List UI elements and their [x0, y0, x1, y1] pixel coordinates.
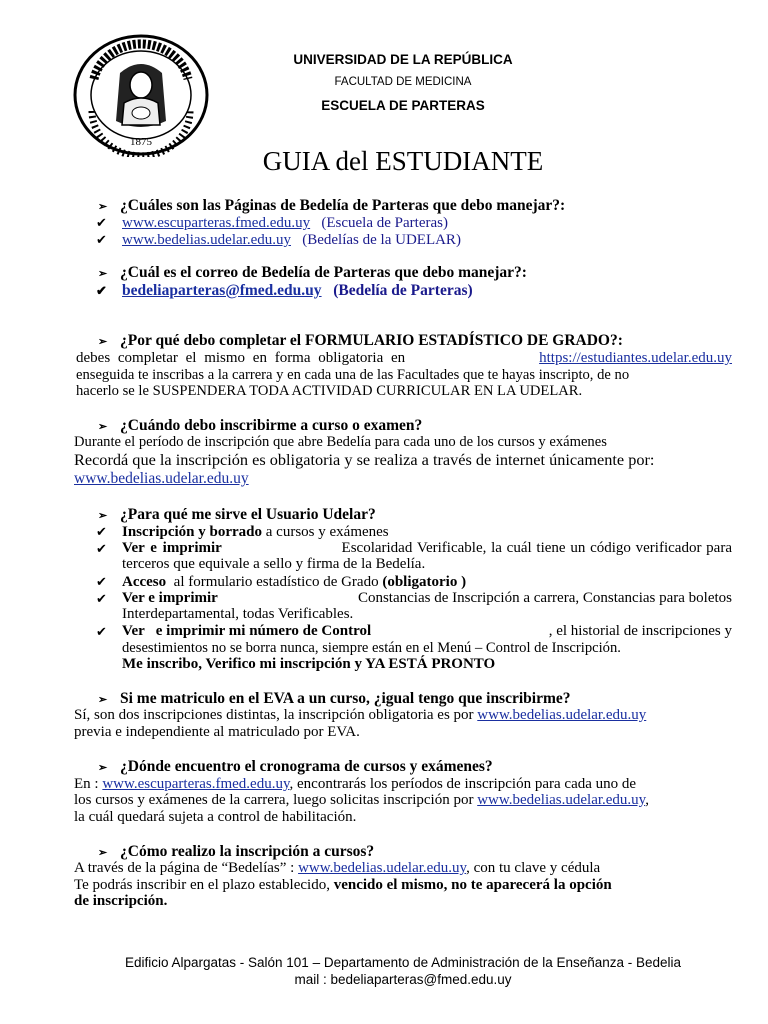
check-bullet-icon: ✔: [96, 232, 107, 247]
link-bedelias[interactable]: www.bedelias.udelar.edu.uy: [74, 470, 249, 487]
email-link[interactable]: bedeliaparteras@fmed.edu.uy: [122, 282, 322, 299]
svg-text:1875: 1875: [130, 136, 152, 148]
question-3: ➢ ¿Por qué debo completar el FORMULARIO ESTADÍSTICO DE GRADO?:: [98, 332, 623, 349]
page-title: GUIA del ESTUDIANTE: [262, 146, 544, 176]
link-escuparteras[interactable]: www.escuparteras.fmed.edu.uy: [102, 776, 290, 792]
paragraph-line: A través de la página de “Bedelías” : www.bedelias.udelar.edu.uy, con tu clave y cédula: [74, 860, 601, 876]
check-bullet-icon: ✔: [96, 624, 107, 639]
link-escuparteras[interactable]: www.escuparteras.fmed.edu.uy: [122, 215, 311, 231]
paragraph-line: de inscripción.: [74, 893, 168, 909]
link-bedelias[interactable]: www.bedelias.udelar.edu.uy: [477, 792, 646, 808]
question-1: ➢ ¿Cuáles son las Páginas de Bedelía de Parteras que debo manejar?:: [98, 197, 566, 214]
question-7: ➢ ¿Dónde encuentro el cronograma de cursos y exámenes?: [98, 758, 493, 775]
question-4: ➢ ¿Cuándo debo inscribirme a curso o examen?: [98, 417, 423, 434]
link-caption: (Bedelías de la UDELAR): [302, 232, 461, 248]
list-item: [96, 214, 448, 232]
check-bullet-icon: ✔: [96, 541, 107, 556]
link-bedelias[interactable]: www.bedelias.udelar.edu.uy: [477, 707, 647, 723]
link-estudiantes[interactable]: https://estudiantes.udelar.edu.uy: [539, 350, 732, 366]
arrow-bullet-icon: ➢: [98, 762, 108, 774]
paragraph-line: enseguida te inscribas a la carrera y en cada una de las Facultades que te hayas inscripto, de no: [76, 367, 630, 383]
question-8: ➢ ¿Cómo realizo la inscripción a cursos?: [98, 843, 375, 860]
list-item: [96, 282, 473, 299]
arrow-bullet-icon: ➢: [98, 201, 108, 213]
footer-address: Edificio Alpargatas - Salón 101 – Departamento de Administración de la Enseñanza - Bedelia: [124, 955, 682, 970]
paragraph-line: desestimientos no se borra nunca, siempre están en el Menú – Control de Inscripción.: [122, 640, 621, 656]
check-bullet-icon: ✔: [96, 215, 107, 230]
question-2: ➢ ¿Cuál es el correo de Bedelía de Parteras que debo manejar?:: [98, 264, 527, 281]
arrow-bullet-icon: ➢: [98, 421, 108, 433]
arrow-bullet-icon: ➢: [98, 847, 108, 859]
paragraph-line: previa e independiente al matriculado por EVA.: [74, 724, 360, 740]
university-name: UNIVERSIDAD DE LA REPÚBLICA: [293, 52, 513, 67]
check-bullet-icon: ✔: [96, 591, 107, 606]
paragraph-line: la cuál quedará sujeta a control de habilitación.: [74, 809, 357, 825]
list-item: ✔ Inscripción y borrado a cursos y exámenes: [96, 524, 389, 540]
link-caption: (Escuela de Parteras): [321, 215, 448, 231]
arrow-bullet-icon: ➢: [98, 510, 108, 522]
list-item: ✔ Acceso al formulario estadístico de Grado (obligatorio ): [96, 574, 467, 590]
paragraph-line: Me inscribo, Verifico mi inscripción y YA ESTÁ PRONTO: [122, 656, 496, 672]
check-bullet-icon: ✔: [96, 524, 107, 539]
paragraph-line: terceros que equivale a sello y firma de la Bedelía.: [122, 556, 426, 572]
paragraph-line: En : www.escuparteras.fmed.edu.uy, encontrarás los períodos de inscripción para cada uno de: [74, 776, 637, 792]
paragraph-line: [74, 470, 249, 487]
check-bullet-icon: ✔: [96, 283, 107, 298]
arrow-bullet-icon: ➢: [98, 336, 108, 348]
link-bedelias[interactable]: www.bedelias.udelar.edu.uy: [298, 860, 467, 876]
faculty-name: FACULTAD DE MEDICINA: [334, 76, 472, 88]
question-5: ➢ ¿Para qué me sirve el Usuario Udelar?: [98, 506, 376, 523]
list-item: ✔ Ver e imprimir mi número de Control , el historial de inscripciones y: [96, 623, 732, 639]
arrow-bullet-icon: ➢: [98, 694, 108, 706]
link-bedelias[interactable]: www.bedelias.udelar.edu.uy: [122, 232, 291, 248]
paragraph-line: Sí, son dos inscripciones distintas, la inscripción obligatoria es por www.bedelias.udelar.edu.uy: [74, 707, 647, 723]
link-caption: (Bedelía de Parteras): [333, 282, 473, 299]
paragraph-line: Te podrás inscribir en el plazo establecido, vencido el mismo, no te aparecerá la opción: [74, 877, 612, 893]
school-name: ESCUELA DE PARTERAS: [321, 98, 485, 113]
paragraph-line: Recordá que la inscripción es obligatoria y se realiza a través de internet únicamente por:: [74, 450, 655, 469]
paragraph-line: hacerlo se le SUSPENDERA TODA ACTIVIDAD CURRICULAR EN LA UDELAR.: [76, 383, 583, 399]
list-item: ✔ Ver e imprimir Escolaridad Verificable, la cuál tiene un código verificador para: [96, 540, 732, 556]
question-6: ➢ Si me matriculo en el EVA a un curso, ¿igual tengo que inscribirme?: [98, 690, 571, 707]
paragraph-line: debes completar el mismo en forma obligatoria en https://estudiantes.udelar.edu.uy: [76, 350, 732, 366]
list-item: ✔ Ver e imprimir Constancias de Inscripción a carrera, Constancias para boletos: [96, 590, 732, 606]
check-bullet-icon: ✔: [96, 574, 107, 589]
paragraph-line: Durante el período de inscripción que abre Bedelía para cada uno de los cursos y exámenes: [74, 434, 607, 450]
paragraph-line: los cursos y exámenes de la carrera, luego solicitas inscripción por www.bedelias.udelar.edu.uy,: [74, 792, 649, 808]
footer-email: mail : bedeliaparteras@fmed.edu.uy: [294, 972, 512, 987]
paragraph-line: Interdepartamental, todas Verificables.: [122, 606, 354, 622]
list-item: [96, 231, 461, 249]
arrow-bullet-icon: ➢: [98, 268, 108, 280]
